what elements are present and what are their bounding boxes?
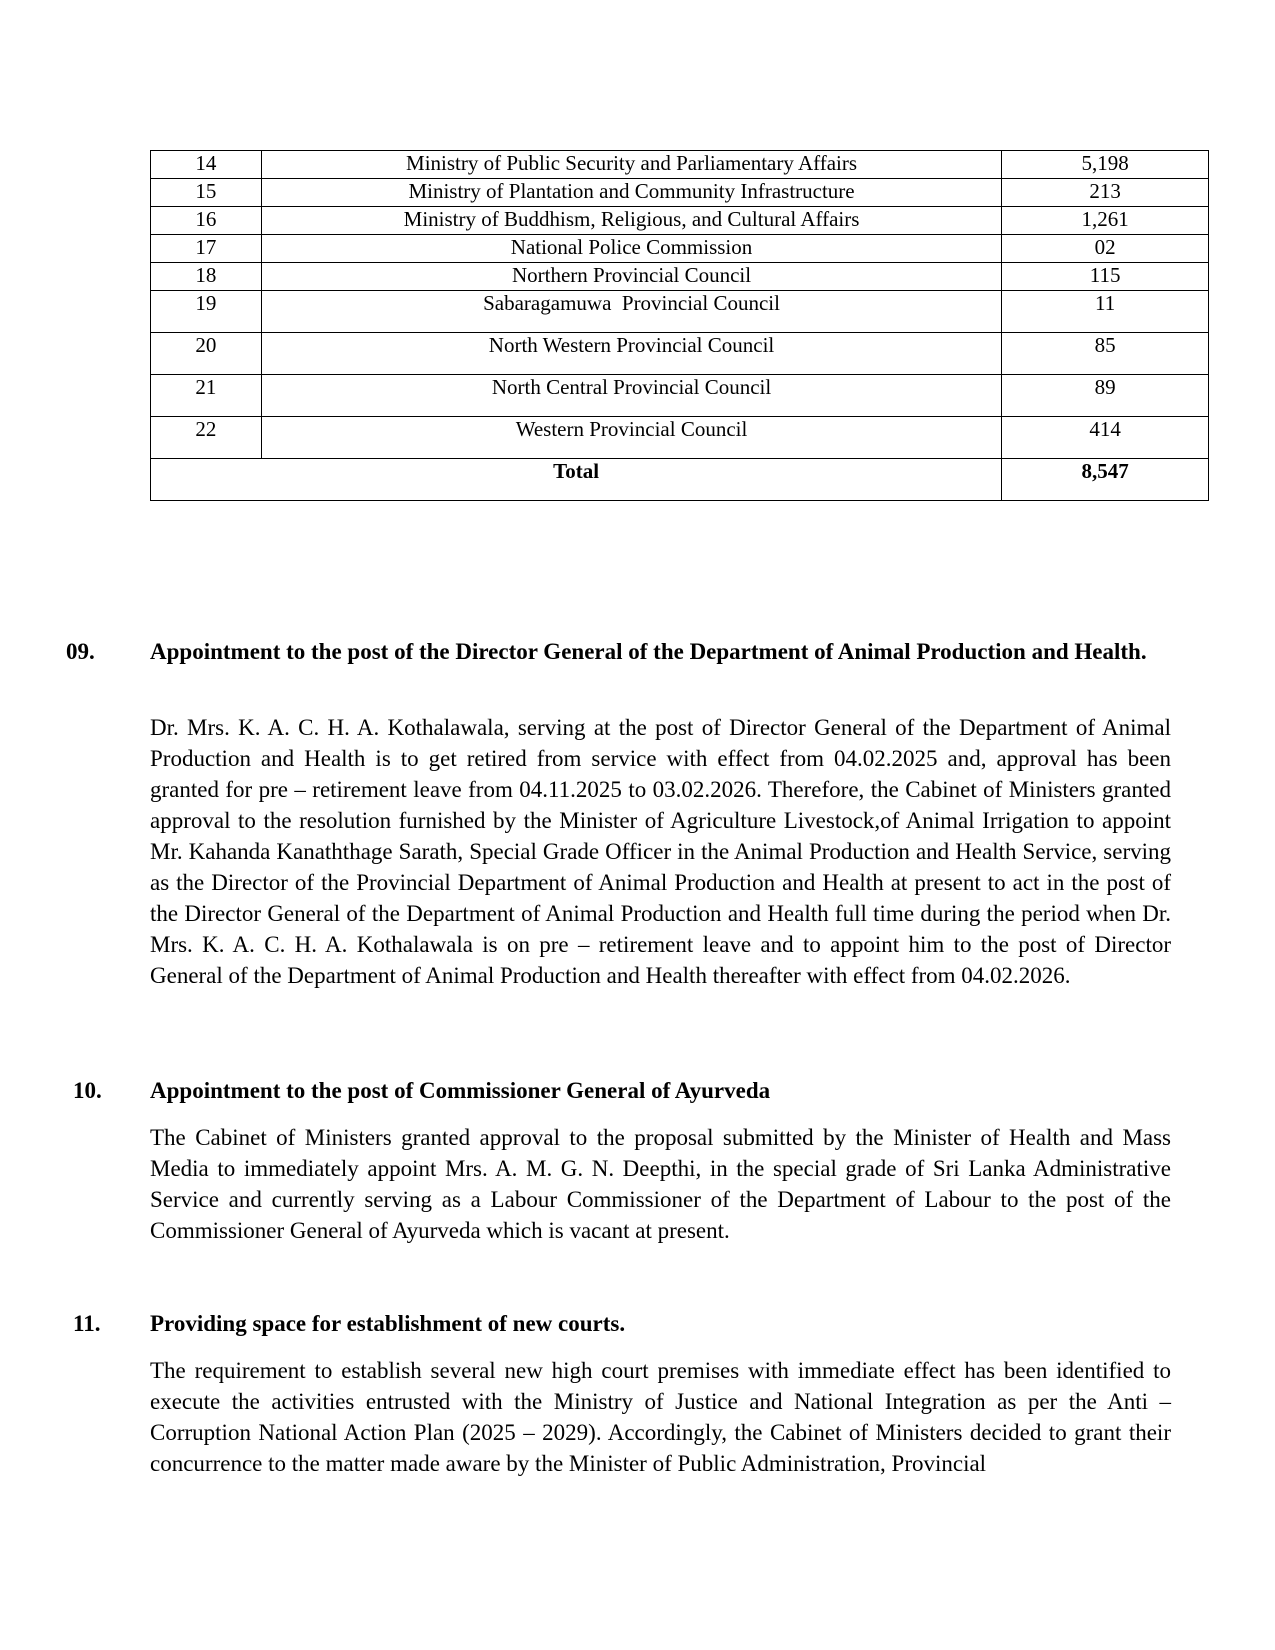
- section-title: Providing space for establishment of new courts.: [150, 1311, 626, 1336]
- table-row: [151, 333, 1209, 375]
- row-count: 89: [1002, 375, 1209, 417]
- section-body: The Cabinet of Ministers granted approval to the proposal submitted by the Minister of Health and Mass Media to immediately appoint Mrs. A. M. G. N. Deepthi, in the special grade of Sri Lanka Administrative Service and currently serving as a Labour Commissioner of the Department of Labour to the post of the Commissioner General of Ayurveda which is vacant at present.: [150, 1125, 1171, 1243]
- section-body: The requirement to establish several new high court premises with immediate effect has been identified to execute the activities entrusted with the Ministry of Justice and National Integration as per the Anti – Corruption National Action Plan (2025 – 2029). Accordingly, the Cabinet of Ministers decided to grant their concurrence to the matter made aware by the Minister of Public Administration, Provincial: [150, 1358, 1171, 1476]
- section-title: Appointment to the post of the Director General of the Department of Animal Production and Health.: [150, 639, 1147, 664]
- section-title: Appointment to the post of Commissioner General of Ayurveda: [150, 1078, 771, 1103]
- row-number: 16: [151, 207, 262, 235]
- section-body: Dr. Mrs. K. A. C. H. A. Kothalawala, serving at the post of Director General of the Department of Animal Production and Health is to get retired from service with effect from 04.02.2025 and, approval has been granted for pre – retirement leave from 04.11.2025 to 03.02.2026. Therefore, the Cabinet of Ministers granted approval to the resolution furnished by the Minister of Agriculture Livestock,of Animal Irrigation to appoint Mr. Kahanda Kanaththage Sarath, Special Grade Officer in the Animal Production and Health Service, serving as the Director of the Provincial Department of Animal Production and Health at present to act in the post of the Director General of the Department of Animal Production and Health full time during the period when Dr. Mrs. K. A. C. H. A. Kothalawala is on pre – retirement leave and to appoint him to the post of Director General of the Department of Animal Production and Health thereafter with effect from 04.02.2026.: [150, 715, 1171, 988]
- table-row: [151, 207, 1209, 235]
- row-count: 02: [1002, 235, 1209, 263]
- row-number: 21: [151, 375, 262, 417]
- row-institution: North Western Provincial Council: [261, 333, 1001, 375]
- row-number: 14: [151, 151, 262, 179]
- row-number: 18: [151, 263, 262, 291]
- row-number: 17: [151, 235, 262, 263]
- section-number: 11.: [73, 1311, 101, 1336]
- row-institution: Ministry of Buddhism, Religious, and Cultural Affairs: [261, 207, 1001, 235]
- table-row: [151, 151, 1209, 179]
- row-count: 11: [1002, 291, 1209, 333]
- row-institution: Sabaragamuwa Provincial Council: [261, 291, 1001, 333]
- row-count: 414: [1002, 417, 1209, 459]
- row-institution: Northern Provincial Council: [261, 263, 1001, 291]
- table-total-row: [151, 459, 1209, 501]
- row-number: 22: [151, 417, 262, 459]
- table-row: [151, 235, 1209, 263]
- total-value: 8,547: [1002, 459, 1209, 501]
- allocation-table: [150, 150, 1209, 501]
- row-count: 85: [1002, 333, 1209, 375]
- row-institution: Western Provincial Council: [261, 417, 1001, 459]
- section-number: 09.: [66, 639, 95, 664]
- total-label: Total: [151, 459, 1002, 501]
- row-count: 1,261: [1002, 207, 1209, 235]
- row-institution: National Police Commission: [261, 235, 1001, 263]
- row-institution: North Central Provincial Council: [261, 375, 1001, 417]
- table-row: [151, 263, 1209, 291]
- table-row: [151, 291, 1209, 333]
- row-count: 213: [1002, 179, 1209, 207]
- table-row: [151, 375, 1209, 417]
- row-number: 20: [151, 333, 262, 375]
- row-institution: Ministry of Public Security and Parliamentary Affairs: [261, 151, 1001, 179]
- row-institution: Ministry of Plantation and Community Infrastructure: [261, 179, 1001, 207]
- row-number: 15: [151, 179, 262, 207]
- table-row: [151, 417, 1209, 459]
- section-number: 10.: [73, 1078, 102, 1103]
- table-row: [151, 179, 1209, 207]
- row-count: 5,198: [1002, 151, 1209, 179]
- row-number: 19: [151, 291, 262, 333]
- row-count: 115: [1002, 263, 1209, 291]
